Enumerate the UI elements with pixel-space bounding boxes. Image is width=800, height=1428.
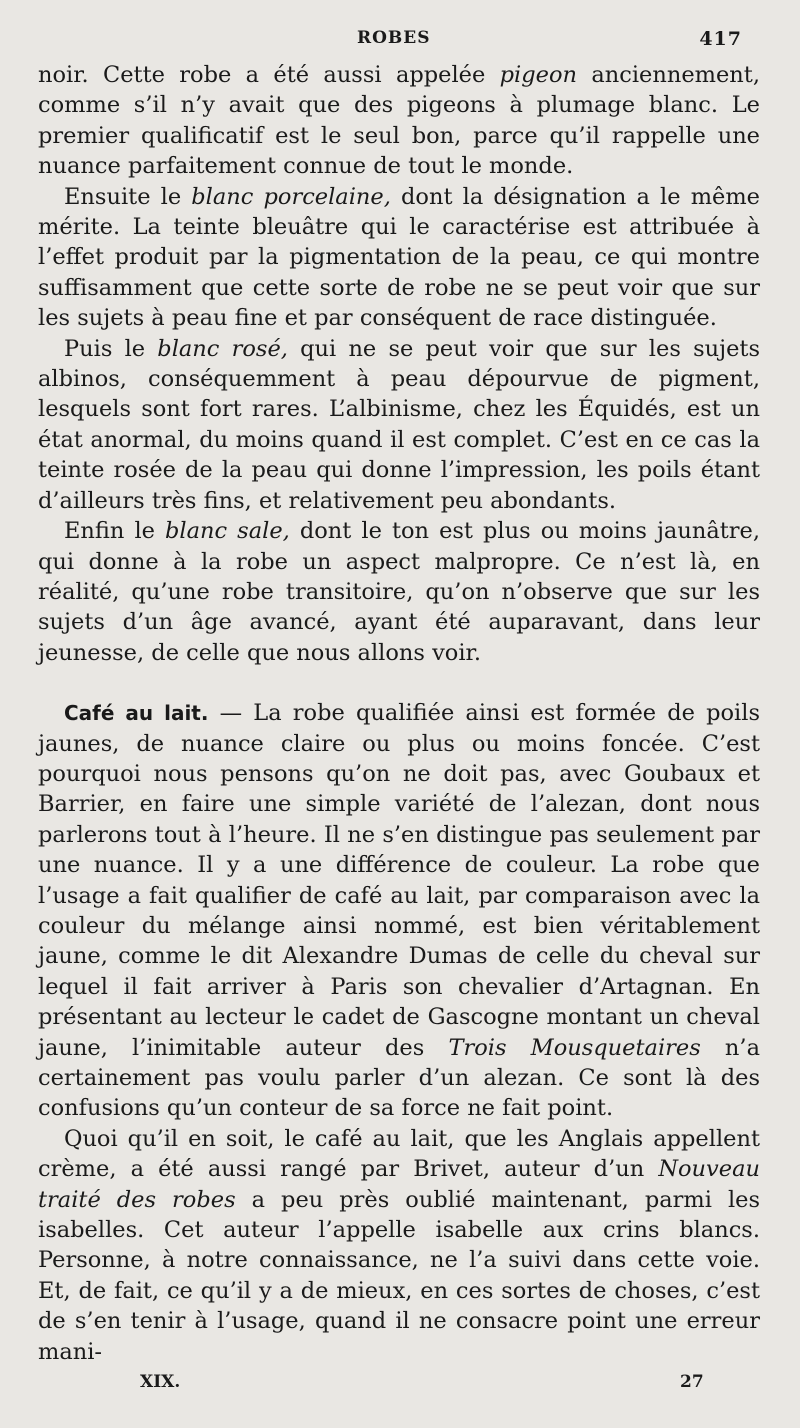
text-run: noir. Cette robe a été aussi appelée: [38, 62, 500, 88]
paragraph-cafe-au-lait: [38, 698, 760, 1124]
page-number: 417: [699, 28, 742, 50]
text-run: — La robe qualifiée ainsi est formée de poils jaunes, de nuance claire ou plus ou moins foncée. C’est pourquoi nous pensons qu’on ne doit pas, avec Goubaux et Barrier, en faire une simple variété de l’alezan, dont nous parlerons tout à l’heure. Il ne s’en distingue pas seulement par une nuance. Il y a une différence de couleur. La robe que l’usage a fait qualifier de café au lait, par comparaison avec la couleur du mélange ainsi nommé, est bien véritablement jaune, comme le dit Alexandre Dumas de celle du cheval sur lequel il fait arriver à Paris son chevalier d’Artagnan. En présentant au lecteur le cadet de Gascogne montant un cheval jaune, l’inimitable auteur des: [38, 700, 760, 1061]
running-header: [0, 28, 800, 56]
page-footer: [0, 1372, 800, 1402]
section-heading: Café au lait.: [64, 701, 209, 726]
text-run: Quoi qu’il en soit, le café au lait, que les Anglais appellent crème, a été aussi rangé par Brivet, auteur d’un: [38, 1125, 760, 1183]
paragraph-6: [38, 1124, 760, 1367]
text-run: Enfin le: [64, 518, 166, 545]
sheet-number: 27: [680, 1372, 704, 1392]
italic-text: blanc porcelaine,: [191, 183, 391, 210]
paragraph-3: [38, 334, 760, 516]
italic-text: Trois Mousquetaires: [448, 1034, 701, 1061]
text-run: dont la désignation a le même mérite. La teinte bleuâtre qui le caractérise est attribuée à l’effet produit par la pigmentation de la peau, ce qui montre suffisamment que cette sorte de robe ne se peut voir que sur les sujets à peau fine et par conséquent de race distinguée.: [38, 183, 760, 332]
italic-text: pigeon: [499, 62, 577, 88]
text-run: a peu près oublié maintenant, parmi les isabelles. Cet auteur l’appelle isabelle aux crins blancs. Personne, à notre connaissance, ne l’a suivi dans cette voie. Et, de fait, ce qu’il y a de mieux, en ces sortes de choses, c’est de s’en tenir à l’usage, quand il ne consacre point une erreur mani-: [38, 1186, 761, 1365]
body-text: [38, 60, 760, 1367]
italic-text: blanc rosé,: [157, 335, 288, 362]
paragraph-4: [38, 516, 760, 668]
text-run: n’a certainement pas voulu parler d’un alezan. Ce sont là des confusions qu’un conteur de sa force ne fait point.: [38, 1034, 760, 1122]
italic-text: Nouveau traité des robes: [38, 1156, 760, 1213]
text-run: anciennement, comme s’il n’y avait que des pigeons à plumage blanc. Le premier qualificatif est le seul bon, parce qu’il rappelle une nuance parfaitement connue de tout le monde.: [38, 62, 760, 180]
italic-text: blanc sale,: [165, 518, 290, 545]
text-run: Ensuite le: [64, 183, 192, 210]
paragraph-2: [38, 182, 760, 334]
text-run: dont le ton est plus ou moins jaunâtre, qui donne à la robe un aspect malpropre. Ce n’est là, en réalité, qu’une robe transitoire, qu’on n’observe que sur les sujets d’un âge avancé, ayant été auparavant, dans leur jeunesse, de celle que nous allons voir.: [38, 518, 760, 666]
paragraph-1: [38, 60, 760, 182]
running-title: ROBES: [357, 28, 431, 48]
text-run: qui ne se peut voir que sur les sujets albinos, conséquemment à peau dépourvue de pigment, lesquels sont fort rares. L’albinisme, chez les Équidés, est un état anormal, du moins quand il est complet. C’est en ce cas la teinte rosée de la peau qui donne l’impression, les poils étant d’ailleurs très fins, et relativement peu abondants.: [38, 335, 760, 514]
signature-mark: XIX.: [140, 1372, 181, 1392]
text-run: Puis le: [64, 335, 158, 362]
